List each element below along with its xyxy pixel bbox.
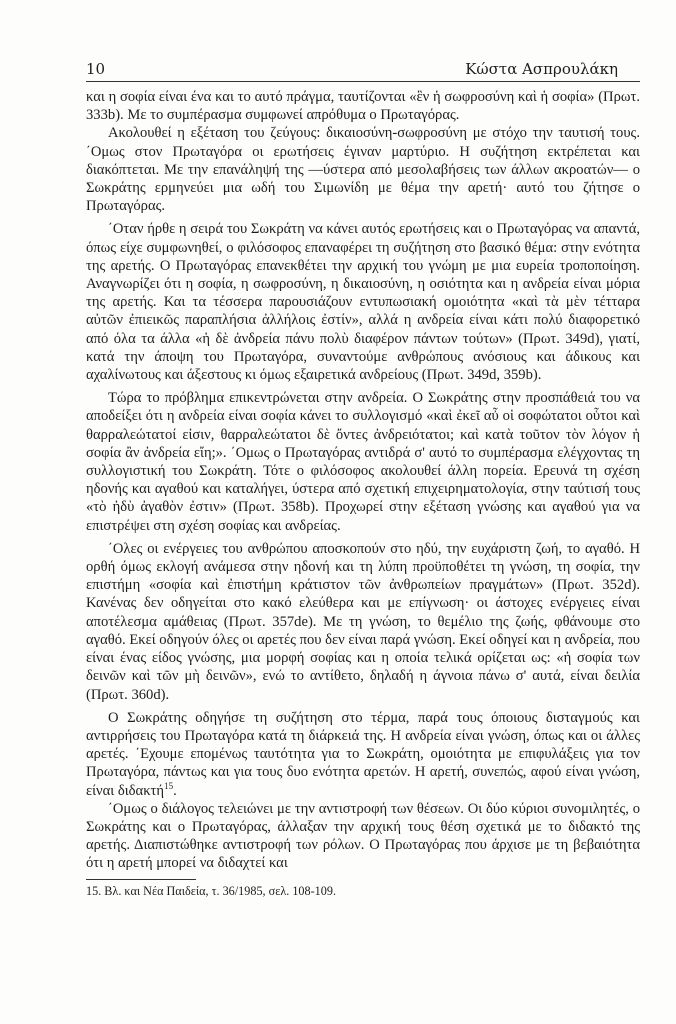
footnote-marker: 15 [164, 780, 174, 791]
paragraph: Ακολουθεί η εξέταση του ζεύγους: δικαιοσύνη-σωφροσύνη με στόχο την ταυτισή τους. ΄Ομως στον Πρωταγόρα οι ερωτήσεις έγιναν μαρτύριο. Η συζήτηση εκτρέπεται και διακόπτεται. Με την επανάληψή της —ύστερα από μεσολαβήσεις των άλλων ακροατών— ο Σωκράτης ερμηνεύει μια ωδή του Σιμωνίδη με θέμα την αρετή· αυτό του ζήτησε ο Πρωταγόρας. [86, 125, 640, 215]
footnote-divider [86, 879, 196, 880]
page-number: 10 [86, 60, 106, 78]
paragraph: ΄Ολες οι ενέργειες του ανθρώπου αποσκοπούν στο ηδύ, την ευχάριστη ζωή, το αγαθό. Η ορθή όμως εκλογή ανάμεσα στην ηδονή και τη λύπη προϋποθέτει τη γνώση, τη σοφία, την επιστήμη «σοφία καὶ ἐπιστήμη κράτιστον τῶν ἀνθρωπείων πραγμάτων» (Πρωτ. 352d). Κανένας δεν οδηγείται στο κακό ελεύθερα και με επίγνωση· οι άστοχες ενέργειες είναι αποτέλεσμα αμάθειας (Πρωτ. 357de). Με τη γνώση, το θεμέλιο της ζωής, φθάνουμε στο αγαθό. Εκεί οδηγούν όλες οι αρετές που δεν είναι παρά γνώση. Εκεί οδηγεί και η ανδρεία, που είναι ένας είδος γνώσης, μια μορφή σοφίας και η οποία τελικά ορίζεται ως: «ἡ σοφία των δεινῶν καὶ τῶν μὴ δεινῶν», ενώ το αντίθετο, δηλαδή η άγνοια πάνω σ' αυτά, είναι δειλία (Πρωτ. 360d). [86, 540, 640, 703]
page-header [86, 60, 640, 82]
paragraph: ΄Ομως ο διάλογος τελειώνει με την αντιστροφή των θέσεων. Οι δύο κύριοι συνομιλητές, ο Σωκράτης και ο Πρωταγόρας, άλλαξαν την αρχική τους θέση σχετικά με το διδακτό της αρετής. Διαπιστώθηκε αντιστροφή των ρόλων. Ο Πρωταγόρας που άρχισε με τη βεβαιότητα ότι η αρετή μπορεί να διδαχτεί και [86, 800, 640, 872]
running-head: Κώστα Ασπρουλάκη [465, 60, 618, 78]
paragraph: Τώρα το πρόβλημα επικεντρώνεται στην ανδρεία. Ο Σωκράτης στην προσπάθειά του να αποδείξει ότι η ανδρεία είναι σοφία κάνει το συλλογισμό «καὶ ἐκεῖ αὖ οἱ σοφώτατοι οὗτοι καὶ θαρραλεώτατοί εἰσιν, θαρραλεώτατοι δὲ ὄντες ἀνδρειότατοι; καὶ κατὰ τοῦτον τὸν λόγον ἡ σοφία ἂν ἀνδρεία εἴη;». ΄Ομως ο Πρωταγόρας αντιδρά σ' αυτό το συμπέρασμα ελέγχοντας τη συλλογιστική του Σωκράτη. Τότε ο φιλόσοφος ακολουθεί άλλη πορεία. Ερευνά τη σχέση ηδονής και αγαθού και καταλήγει, ύστερα από σχετική επιχειρηματολογία, στην ταύτισή τους «τὸ ἡδὺ ἀγαθὸν ἐστιν» (Πρωτ. 358b). Προχωρεί στην εξέταση γνώσης και αγαθού για να επιστρέψει στη σχέση σοφίας και ανδρείας. [86, 390, 640, 534]
paragraph-end: . [173, 782, 177, 799]
paragraph [86, 709, 640, 800]
paragraph-text: Ο Σωκράτης οδηγήσε τη συζήτηση στο τέρμα, παρά τους όποιους δισταγμούς και αντιρρήσεις του Πρωταγόρα κατά τη διάρκειά της. Η ανδρεία είναι γνώση, όπως και οι άλλες αρετές. ΄Εχουμε επομένως ταυτότητα για το Σωκράτη, ομοιότητα με επιφυλάξεις για τον Πρωταγόρα, πάντως και για τους δυο ενότητα αρετών. Η αρετή, συνεπώς, αφού είναι γνώση, είναι διδακτή [86, 709, 640, 799]
paragraph: και η σοφία είναι ένα και το αυτό πράγμα, ταυτίζονται «ἓν ἡ σωφροσύνη καὶ ἡ σοφία» (Πρωτ. 333b). Με το συμπέρασμα συμφωνεί απρόθυμα ο Πρωταγόρας. [86, 89, 640, 124]
body-text [86, 88, 640, 873]
page [86, 60, 640, 899]
paragraph: ΄Οταν ήρθε η σειρά του Σωκράτη να κάνει αυτός ερωτήσεις και ο Πρωταγόρας να απαντά, όπως είχε συμφωνηθεί, ο φιλόσοφος επαναφέρει τη συζήτηση στο βασικό θέμα: στην ενότητα της αρετής. Ο Πρωταγόρας επανεκθέτει την αρχική του γνώμη με μια ευρεία τροποποίηση. Αναγνωρίζει ότι η σοφία, η σωφροσύνη, η δικαιοσύνη, η οσιότητα και η ανδρεία είναι μόρια της αρετής. Και τα τέσσερα παρουσιάζουν εντυπωσιακή ομοιότητα «καὶ τὰ μὲν τέτταρα αὐτῶν ἐπιεικῶς παραπλήσια ἀλλήλοις ἐστίν», αλλά η ανδρεία είναι κάτι πολύ διαφορετικό από όλα τα άλλα «ἡ δὲ ἀνδρεία πάνυ πολὺ διαφέρον πάντων τούτων» (Πρωτ. 349d), γιατί, κατά την άποψη του Πρωταγόρα, συναντούμε ανθρώπους ανόσιους και άδικους και αχαλίνωτους και άξεστους κι όμως εξαιρετικά ανδρείους (Πρωτ. 349d, 359b). [86, 221, 640, 384]
footnote: 15. Βλ. και Νέα Παιδεία, τ. 36/1985, σελ. 108-109. [86, 883, 336, 898]
